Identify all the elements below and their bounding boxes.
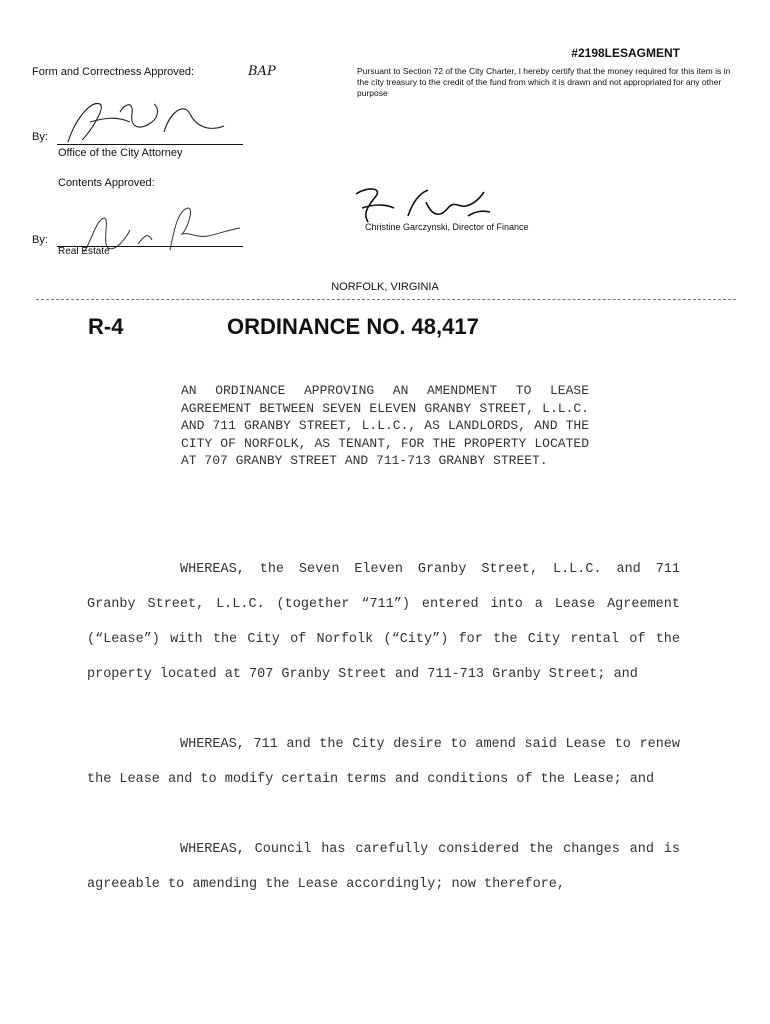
header-divider [36, 299, 736, 300]
approval-initials: BAP [248, 64, 276, 79]
paragraph-2-text: WHEREAS, 711 and the City desire to amend said Lease to renew the Lease and to modify certain terms and conditions of the Lease; and [87, 737, 680, 787]
whereas-paragraph-2 [87, 727, 680, 797]
by-label-real-estate: By: [32, 234, 48, 246]
form-approved-label: Form and Correctness Approved: [32, 66, 195, 78]
charter-certification-text: Pursuant to Section 72 of the City Charter, I hereby certify that the money required for this item is in the city treasury to the credit of the fund from which it is drawn and not appropriated for any other purpose [357, 66, 731, 98]
real-estate-label: Real Estate [58, 246, 110, 257]
resolution-code: R-4 [88, 314, 124, 339]
ordinance-title: AN ORDINANCE APPROVING AN AMENDMENT TO LEASE AGREEMENT BETWEEN SEVEN ELEVEN GRANBY STREET, L.L.C. AND 711 GRANBY STREET, L.L.C., AS LANDLORDS, AND THE CITY OF NORFOLK, AS TENANT, FOR THE PROPERTY LOCATED AT 707 GRANBY STREET AND 711-713 GRANBY STREET. [181, 383, 589, 468]
document-id: #2198LESAGMENT [571, 46, 680, 60]
by-label-attorney: By: [32, 131, 48, 143]
attorney-office-label: Office of the City Attorney [58, 147, 183, 159]
whereas-paragraph-3 [87, 832, 680, 902]
attorney-signature [60, 92, 240, 148]
ordinance-number: ORDINANCE NO. 48,417 [227, 314, 479, 339]
finance-director-label: Christine Garczynski, Director of Finance [365, 222, 529, 232]
paragraph-3-text: WHEREAS, Council has carefully considered the changes and is agreeable to amending the Lease accordingly; now therefore, [87, 842, 680, 892]
whereas-paragraph-1 [87, 552, 680, 692]
location-heading: NORFOLK, VIRGINIA [331, 281, 439, 293]
paragraph-1-text: WHEREAS, the Seven Eleven Granby Street, L.L.C. and 711 Granby Street, L.L.C. (together “711”) entered into a Lease Agreement (“Lease”) with the City of Norfolk (“City”) for the City rental of the property located at 707 Granby Street and 711-713 Granby Street; and [87, 562, 680, 682]
contents-approved-label: Contents Approved: [58, 177, 155, 189]
attorney-signature-line [57, 144, 243, 145]
